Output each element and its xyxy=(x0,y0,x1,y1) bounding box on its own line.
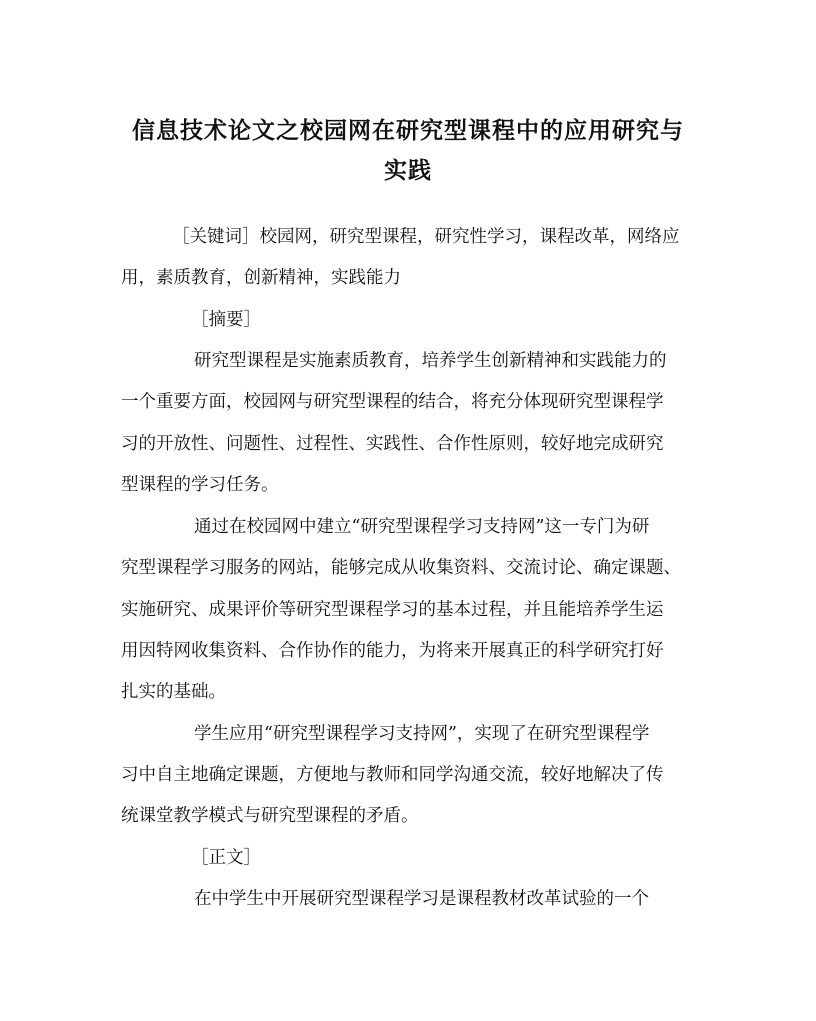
abstract-paragraph-3-line-1: 学生应用“研究型课程学习支持网”，实现了在研究型课程学 xyxy=(194,724,650,744)
abstract-paragraph-3-line-3: 统课堂教学模式与研究型课程的矛盾。 xyxy=(121,806,419,826)
abstract-heading: ［摘要］ xyxy=(191,310,261,330)
body-paragraph-1-line-1: 在中学生中开展研究型课程学习是课程教材改革试验的一个 xyxy=(194,889,649,909)
abstract-paragraph-1-line-2: 一个重要方面，校园网与研究型课程的结合，将充分体现研究型课程学 xyxy=(121,392,664,412)
abstract-paragraph-1-line-1: 研究型课程是实施素质教育，培养学生创新精神和实践能力的 xyxy=(194,351,667,371)
abstract-paragraph-3-line-2: 习中自主地确定课题，方便地与教师和同学沟通交流，较好地解决了传 xyxy=(121,765,664,785)
document-title-line-2: 实践 xyxy=(384,157,432,184)
abstract-paragraph-2-line-3: 实施研究、成果评价等研究型课程学习的基本过程，并且能培养学生运 xyxy=(121,600,664,620)
keywords-line-1: ［关键词］校园网，研究型课程，研究性学习，课程改革，网络应 xyxy=(172,227,680,247)
document-title-line-1: 信息技术论文之校园网在研究型课程中的应用研究与 xyxy=(132,117,684,144)
body-heading: ［正文］ xyxy=(191,848,261,868)
abstract-paragraph-2-line-1: 通过在校园网中建立“研究型课程学习支持网”这一专门为研 xyxy=(194,517,650,537)
abstract-paragraph-2-line-4: 用因特网收集资料、合作协作的能力，为将来开展真正的科学研究打好 xyxy=(121,641,664,661)
abstract-paragraph-1-line-4: 型课程的学习任务。 xyxy=(121,475,279,495)
keywords-line-2: 用，素质教育，创新精神，实践能力 xyxy=(121,268,401,288)
abstract-paragraph-2-line-5: 扎实的基础。 xyxy=(121,682,226,702)
abstract-paragraph-1-line-3: 习的开放性、问题性、过程性、实践性、合作性原则，较好地完成研究 xyxy=(121,434,664,454)
abstract-paragraph-2-line-2: 究型课程学习服务的网站，能够完成从收集资料、交流讨论、确定课题、 xyxy=(121,558,681,578)
